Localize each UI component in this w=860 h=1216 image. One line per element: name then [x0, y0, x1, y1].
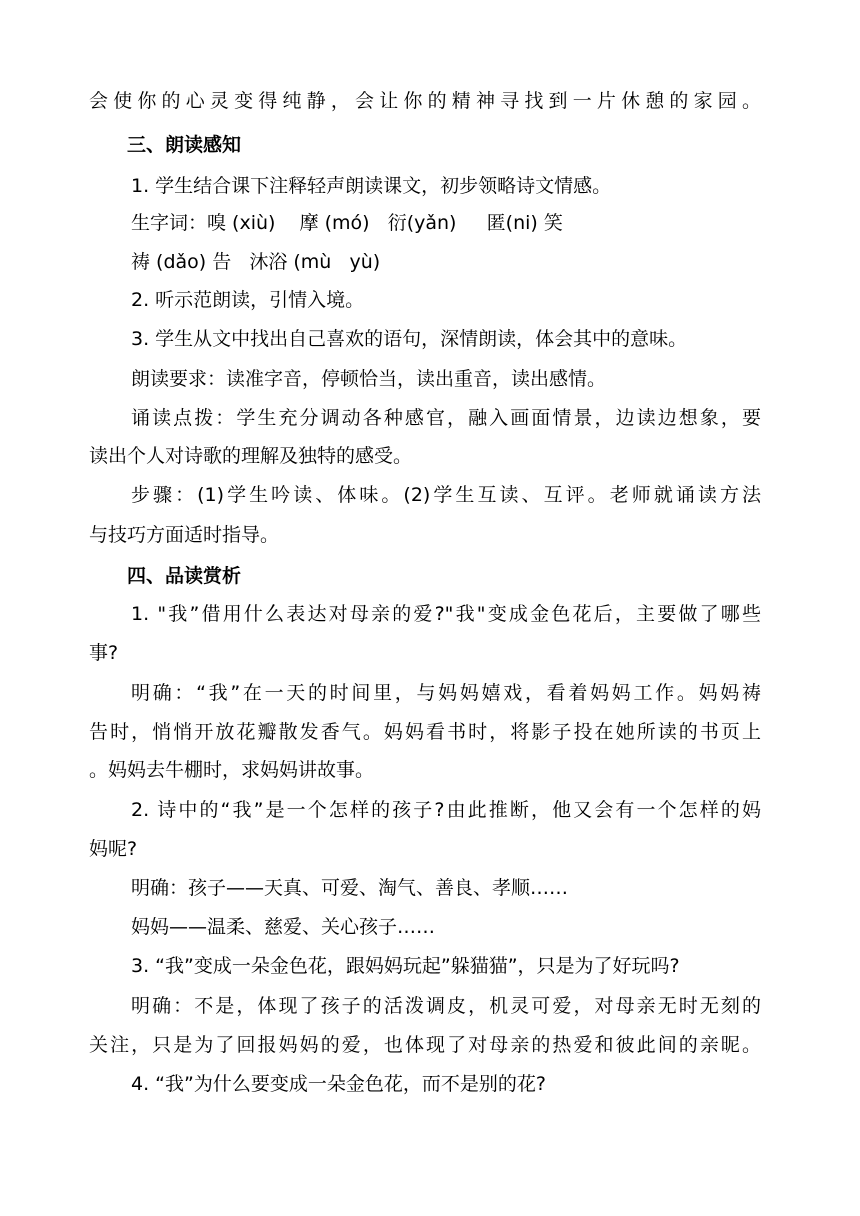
list-item: 2. 听示范朗读，引情入境。: [131, 289, 365, 311]
answer-line: 明确：孩子——天真、可爱、淘气、善良、孝顺……: [131, 877, 569, 899]
paragraph-line: 朗读要求：读准字音，停顿恰当，读出重音，读出感情。: [131, 368, 607, 390]
vocabulary-line: 生字词：嗅 (xiù) 摩 (mó) 衍(yǎn) 匿(ni) 笑: [131, 212, 563, 234]
question-line: 妈呢?: [89, 838, 138, 860]
answer-line: 明确：不是，体现了孩子的活泼调皮，机灵可爱，对母亲无时无刻的: [131, 995, 761, 1017]
list-item: 1. 学生结合课下注释轻声朗读课文，初步领略诗文情感。: [131, 175, 612, 197]
question-line: 2. 诗中的“我”是一个怎样的孩子?由此推断，他又会有一个怎样的妈: [131, 799, 761, 821]
paragraph-line: 读出个人对诗歌的理解及独特的感受。: [89, 445, 413, 467]
paragraph-line: 诵读点拨：学生充分调动各种感官，融入画面情景，边读边想象，要: [131, 407, 761, 429]
answer-line: 明确：“我”在一天的时间里，与妈妈嬉戏，看着妈妈工作。妈妈祷: [131, 682, 761, 704]
question-line: 1. "我”借用什么表达对母亲的爱?"我"变成金色花后，主要做了哪些: [131, 603, 761, 625]
answer-line: 告时，悄悄开放花瓣散发香气。妈妈看书时，将影子投在她所读的书页上: [89, 721, 761, 743]
answer-line: 关注，只是为了回报妈妈的爱，也体现了对母亲的热爱和彼此间的亲昵。: [89, 1034, 761, 1056]
question-line: 事?: [89, 642, 119, 664]
paragraph-line: 与技巧方面适时指导。: [89, 524, 280, 546]
section-heading-reading-perception: 三、朗读感知: [127, 134, 242, 156]
question-line: 3. “我”变成一朵金色花，跟妈妈玩起”躲猫猫”，只是为了好玩吗?: [131, 955, 680, 977]
paragraph-line: 会使你的心灵变得纯静，会让你的精神寻找到一片休憩的家园。: [89, 90, 761, 112]
vocabulary-line: 祷 (dǎo) 告 沐浴 (mù yù): [131, 251, 381, 273]
section-heading-appreciation: 四、品读赏析: [127, 565, 242, 587]
answer-line: 妈妈——温柔、慈爱、关心孩子……: [131, 916, 436, 938]
question-line: 4. “我”为什么要变成一朵金色花，而不是别的花?: [131, 1073, 546, 1095]
list-item: 3. 学生从文中找出自己喜欢的语句，深情朗读，体会其中的意味。: [131, 328, 688, 350]
paragraph-line: 步骤：(1)学生吟读、体味。(2)学生互读、互评。老师就诵读方法: [131, 484, 761, 506]
answer-line: 。妈妈去牛棚时，求妈妈讲故事。: [89, 759, 375, 781]
